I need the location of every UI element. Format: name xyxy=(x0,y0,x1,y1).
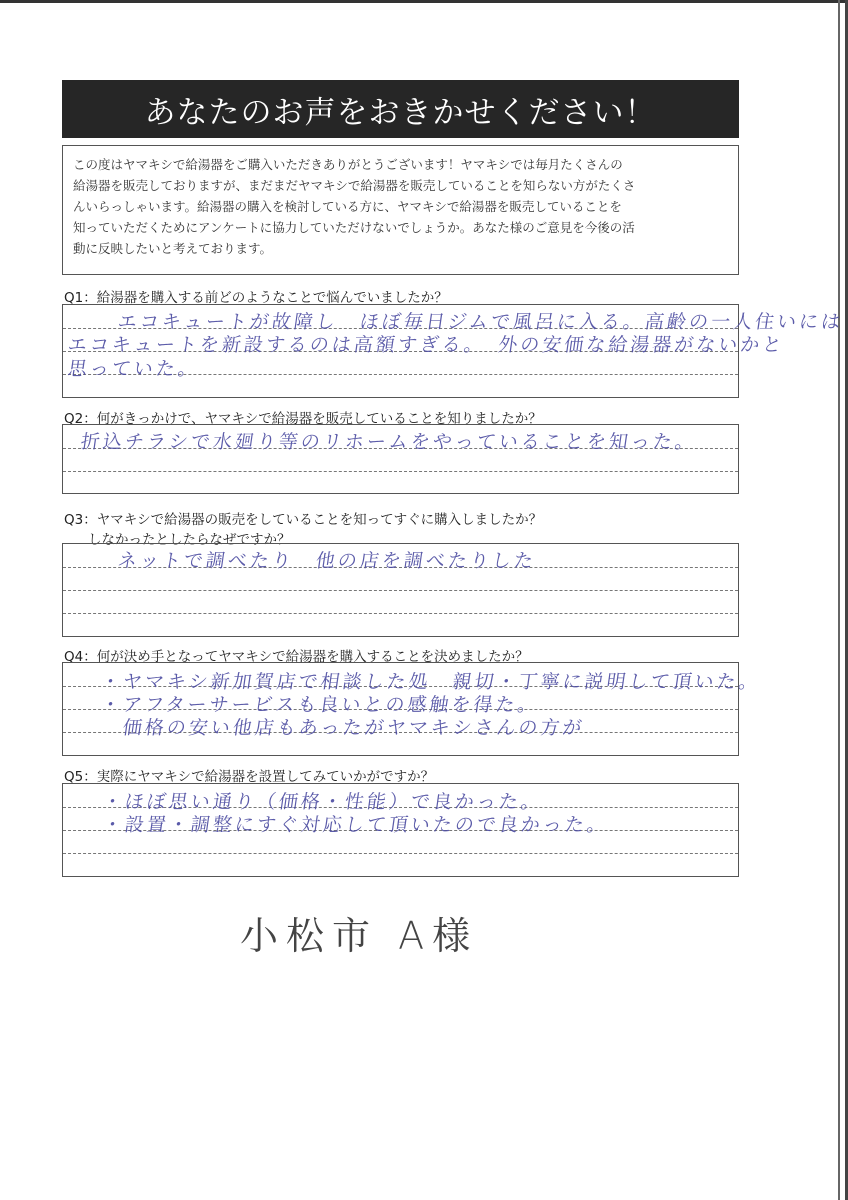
q3-label-main: Q3：ヤマキシで給湯器の販売をしていることを知ってすぐに購入しましたか？ xyxy=(64,512,543,528)
q1-answer-line: エコキュートが故障し ほぼ毎日ジムで風呂に入る。高齢の一人住いには xyxy=(116,311,845,333)
ruled-line xyxy=(63,590,738,591)
q5-answer-line: ・設置・調整にすぐ対応して頂いたので良かった。 xyxy=(101,814,611,836)
q1-answer-line: エコキュートを新設するのは高額すぎる。 外の安価な給湯器がないかと xyxy=(66,334,786,356)
q5-label: Q5：実際にヤマキシで給湯器を設置してみていかがですか？ xyxy=(64,769,435,785)
survey-title: あなたのお声をおきかせください！ xyxy=(62,80,739,138)
q2-label: Q2：何がきっかけで、ヤマキシで給湯器を販売していることを知りましたか？ xyxy=(64,411,542,427)
q5-answer-box xyxy=(62,783,739,877)
q4-answer-line: 価格の安い他店もあったがヤマキシさんの方が xyxy=(99,717,586,739)
ruled-line xyxy=(63,853,738,854)
intro-line: 知っていただくためにアンケートに協力していただけないでしょうか。あなた様のご意見を今後の活 xyxy=(73,220,635,235)
q2-answer-box xyxy=(62,424,739,494)
q3-answer-box xyxy=(62,543,739,637)
q3-answer-line: ネットで調べたり 他の店を調べたりした xyxy=(116,550,538,572)
q1-answer-line: 思っていた。 xyxy=(66,358,202,380)
intro-line: この度はヤマキシで給湯器をご購入いただきありがとうございます！ヤマキシでは毎月たくさんの xyxy=(73,157,623,172)
ruled-line xyxy=(63,613,738,614)
intro-line: 動に反映したいと考えております。 xyxy=(73,241,273,256)
q3-label-sub: しなかったとしたらなぜですか？ xyxy=(88,532,291,548)
intro-line: 給湯器を販売しておりますが、まだまだヤマキシで給湯器を販売していることを知らない方がたくさ xyxy=(73,178,636,193)
q4-answer-line: ・ヤマキシ新加賀店で相談した処 親切・丁寧に説明して頂いた。 xyxy=(99,671,763,693)
respondent-signature: 小松市 A様 xyxy=(240,914,479,958)
q4-answer-box xyxy=(62,662,763,756)
q1-label: Q1：給湯器を購入する前どのようなことで悩んでいましたか？ xyxy=(64,290,448,306)
intro-line: んいらっしゃいます。給湯器の購入を検討している方に、ヤマキシで給湯器を販売していることを xyxy=(73,199,622,214)
q3-label xyxy=(64,508,542,548)
q5-answer-line: ・ほぼ思い通り（価格・性能）で良かった。 xyxy=(101,791,545,813)
q4-answer-line: ・アフターサービスも良いとの感触を得た。 xyxy=(99,694,542,716)
page-edge-top xyxy=(0,0,848,3)
intro-text-box xyxy=(62,145,739,275)
page-edge-right-inner xyxy=(838,0,840,1200)
q2-answer-line: 折込チラシで水廻り等のリホームをやっていることを知った。 xyxy=(79,431,699,453)
ruled-line xyxy=(63,471,738,472)
q1-answer-box xyxy=(62,304,845,398)
q4-label: Q4：何が決め手となってヤマキシで給湯器を購入することを決めましたか？ xyxy=(64,649,529,665)
